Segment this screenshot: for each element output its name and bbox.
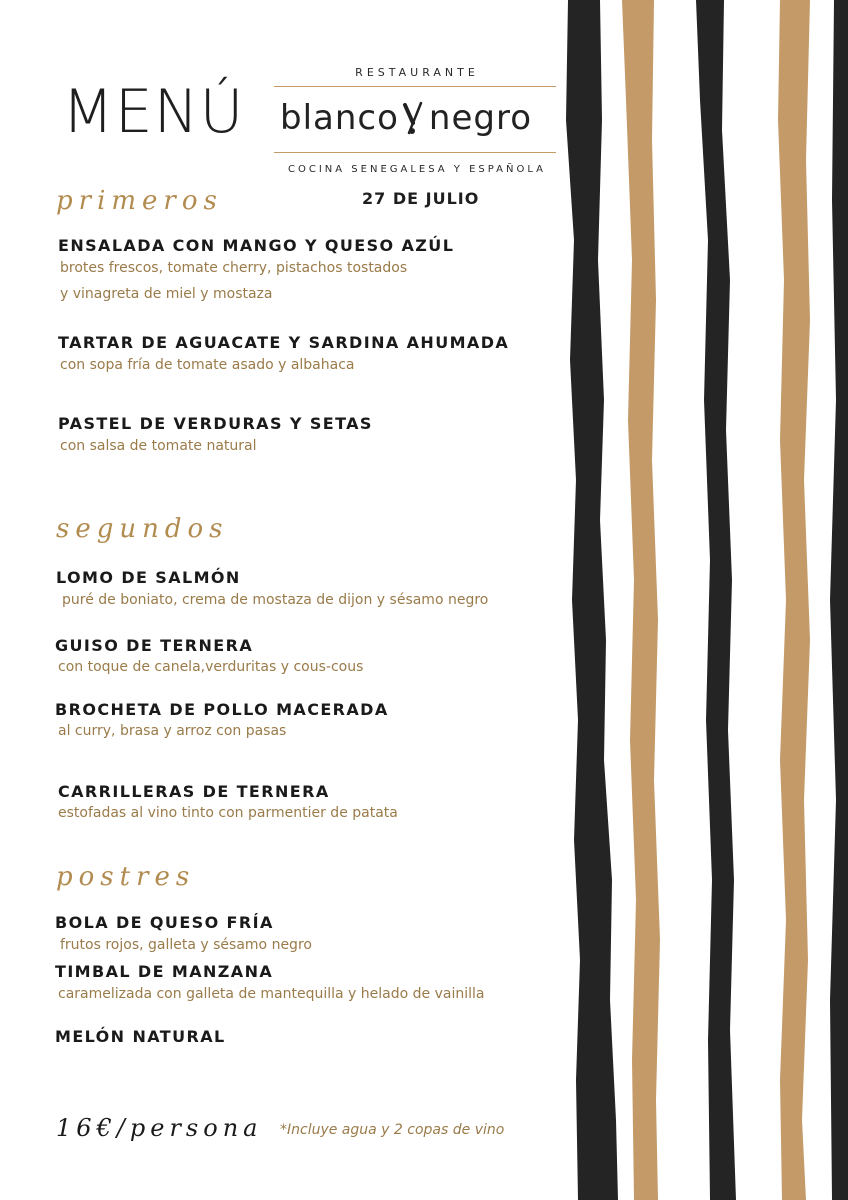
logo-restaurante-label: RESTAURANTE <box>355 66 479 79</box>
logo-blanco-text: blanco <box>280 98 399 138</box>
logo-wordmark <box>280 98 532 138</box>
section-title-segundos: segundos <box>56 514 229 544</box>
dish-name: ENSALADA CON MANGO Y QUESO AZÚL <box>58 236 455 255</box>
spoon-y-icon <box>399 99 429 137</box>
section-title-postres: postres <box>56 862 196 892</box>
decorative-stripes <box>560 0 848 1200</box>
section-title-primeros: primeros <box>56 186 223 216</box>
price-note: *Incluye agua y 2 copas de vino <box>280 1122 505 1138</box>
dish-description: brotes frescos, tomate cherry, pistachos tostados <box>60 260 408 276</box>
dish-description: con salsa de tomate natural <box>60 438 257 454</box>
tan-stripe-left <box>622 0 660 1200</box>
menu-date: 27 DE JULIO <box>362 189 480 208</box>
dish-name: GUISO DE TERNERA <box>55 636 254 655</box>
dish-description: frutos rojos, galleta y sésamo negro <box>60 937 312 953</box>
dish-description: con toque de canela,verduritas y cous-cous <box>58 659 364 675</box>
dish-description: estofadas al vino tinto con parmentier de patata <box>58 805 398 821</box>
dish-description: puré de boniato, crema de mostaza de dijon y sésamo negro <box>62 592 489 608</box>
dish-description: caramelizada con galleta de mantequilla y helado de vainilla <box>58 986 485 1002</box>
dish-name: BOLA DE QUESO FRÍA <box>55 913 274 932</box>
dish-name: TIMBAL DE MANZANA <box>55 962 274 981</box>
dish-name: CARRILLERAS DE TERNERA <box>58 782 330 801</box>
dish-name: MELÓN NATURAL <box>55 1027 226 1046</box>
dish-name: BROCHETA DE POLLO MACERADA <box>55 700 389 719</box>
logo-cuisine-label: COCINA SENEGALESA Y ESPAÑOLA <box>288 164 546 175</box>
black-stripe-left <box>566 0 618 1200</box>
dish-description: con sopa fría de tomate asado y albahaca <box>60 357 355 373</box>
dish-name: LOMO DE SALMÓN <box>56 568 241 587</box>
price-per-person: 16€/persona <box>56 1114 263 1142</box>
black-stripe-right <box>830 0 848 1200</box>
dish-description: al curry, brasa y arroz con pasas <box>58 723 287 739</box>
menu-title: MENÚ <box>62 77 245 147</box>
logo-top-rule <box>274 86 556 87</box>
logo-negro-text: negro <box>428 98 533 138</box>
logo-bottom-rule <box>274 152 556 153</box>
black-stripe-middle <box>696 0 736 1200</box>
dish-name: TARTAR DE AGUACATE Y SARDINA AHUMADA <box>58 333 510 352</box>
tan-stripe-right <box>778 0 810 1200</box>
dish-description: y vinagreta de miel y mostaza <box>60 286 273 302</box>
dish-name: PASTEL DE VERDURAS Y SETAS <box>58 414 373 433</box>
restaurant-logo <box>272 66 562 178</box>
